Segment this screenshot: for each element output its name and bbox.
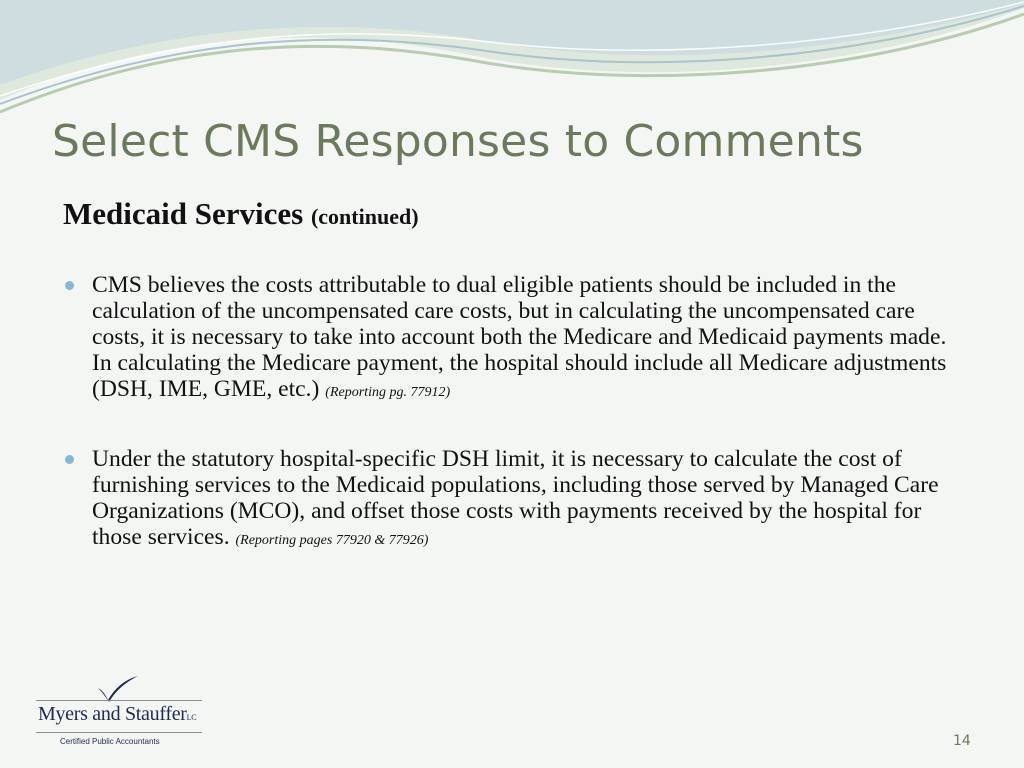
logo-name-text: Myers and Stauffer	[38, 703, 187, 725]
subtitle-main: Medicaid Services	[63, 196, 304, 231]
bullet-list	[62, 272, 962, 594]
company-logo	[36, 676, 202, 752]
logo-name	[38, 703, 196, 726]
bullet-reference: (Reporting pg. 77912)	[325, 385, 451, 400]
list-item	[62, 272, 962, 406]
bullet-dot-icon	[65, 455, 74, 464]
header-wave-decoration	[0, 0, 1024, 130]
bullet-text: Under the statutory hospital-specific DSH limit, it is necessary to calculate the cost of furnishing services to the Medicaid populations, including those served by Managed Care Organizations (MCO), and offset those costs with payments received by the hospital for those services.	[92, 446, 939, 550]
section-subtitle	[63, 196, 419, 232]
subtitle-suffix: (continued)	[310, 204, 419, 229]
logo-suffix: LC	[186, 713, 197, 722]
page-title: Select CMS Responses to Comments	[52, 116, 864, 167]
bullet-text: CMS believes the costs attributable to dual eligible patients should be included in the calculation of the uncompensated care costs, but in calculating the uncompensated care costs, it is necessary to take into account both the Medicare and Medicaid payments made. In calculating the Medicare payment, the hospital should include all Medicare adjustments (DSH, IME, GME, etc.)	[92, 272, 947, 402]
bullet-dot-icon	[65, 281, 74, 290]
logo-divider-bottom	[36, 732, 202, 733]
logo-tagline: Certified Public Accountants	[60, 737, 160, 746]
page-number: 14	[953, 733, 971, 749]
logo-divider-top	[36, 700, 202, 701]
bullet-reference: (Reporting pages 77920 & 77926)	[235, 533, 429, 548]
list-item	[62, 446, 962, 554]
